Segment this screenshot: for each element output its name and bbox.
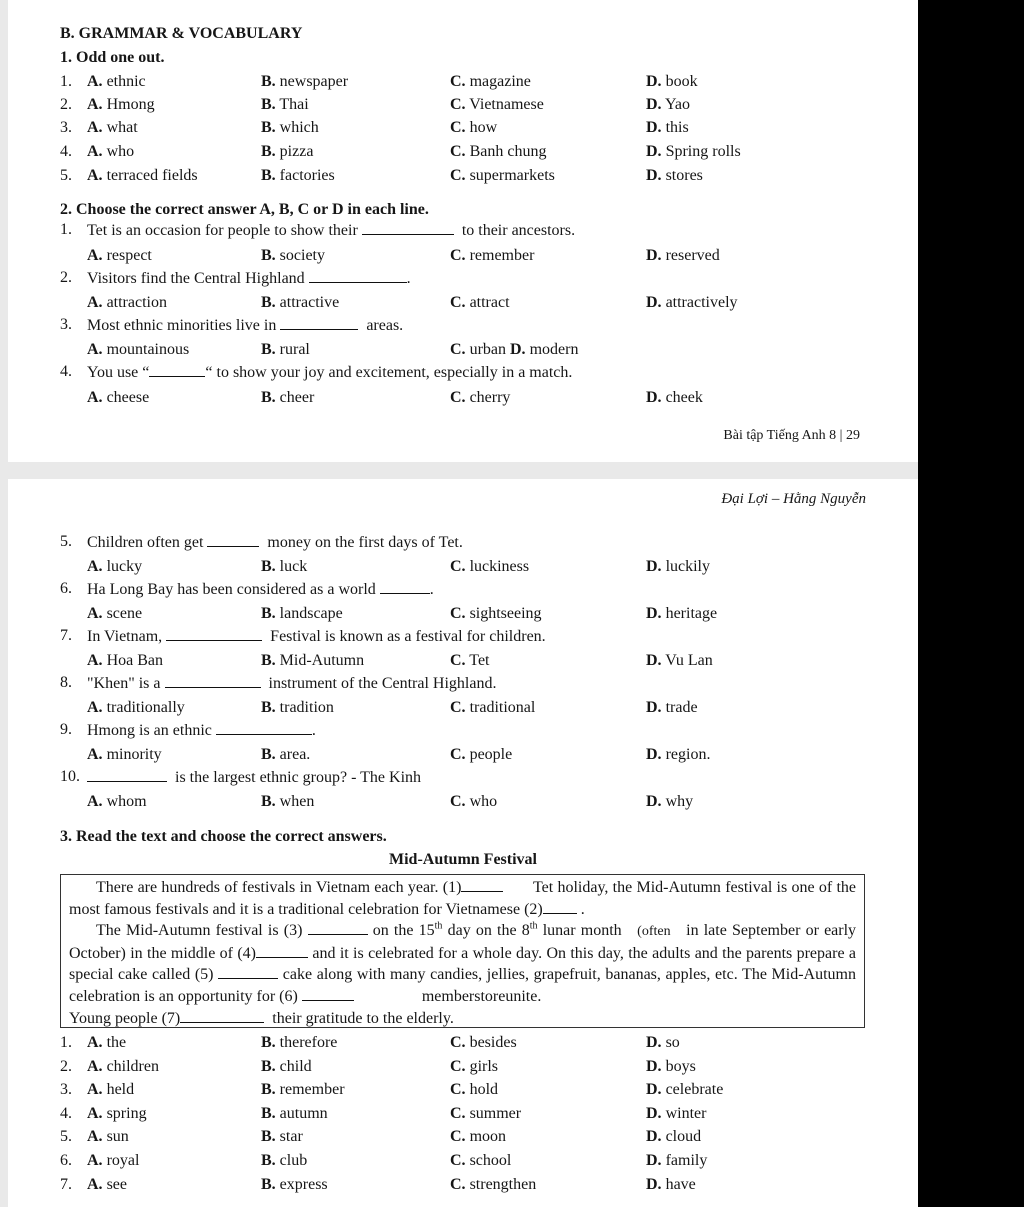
option-a[interactable]: A. terraced fields xyxy=(87,167,198,184)
option-b[interactable]: B. tradition xyxy=(261,699,334,716)
option-d[interactable]: D. book xyxy=(646,73,698,90)
option-b[interactable]: B. club xyxy=(261,1152,308,1169)
option-d[interactable]: D. Yao xyxy=(646,96,691,113)
option-a[interactable]: A. Hmong xyxy=(87,96,155,113)
option-b[interactable]: B. star xyxy=(261,1128,303,1145)
option-a[interactable]: A. whom xyxy=(87,793,147,810)
option-a[interactable]: A. the xyxy=(87,1034,127,1051)
option-d[interactable]: D. so xyxy=(646,1034,680,1051)
option-a[interactable]: A. ethnic xyxy=(87,73,146,90)
black-side-bar xyxy=(918,0,1024,1207)
option-a[interactable]: A. royal xyxy=(87,1152,140,1169)
option-b[interactable]: B. child xyxy=(261,1058,312,1075)
passage-title: Mid-Autumn Festival xyxy=(389,851,537,868)
option-a[interactable]: A. lucky xyxy=(87,558,143,575)
option-b[interactable]: B. Mid-Autumn xyxy=(261,652,365,669)
answer-blank[interactable] xyxy=(362,220,454,235)
option-b[interactable]: B. cheer xyxy=(261,389,315,406)
option-a[interactable]: A. what xyxy=(87,119,138,136)
answer-blank[interactable] xyxy=(216,720,312,735)
option-c[interactable]: C. magazine xyxy=(450,73,531,90)
answer-blank[interactable] xyxy=(302,986,354,1001)
option-a[interactable]: A. who xyxy=(87,143,135,160)
option-d[interactable]: D. this xyxy=(646,119,689,136)
option-d[interactable]: D. cloud xyxy=(646,1128,702,1145)
option-b[interactable]: B. Thai xyxy=(261,96,309,113)
option-c[interactable]: C. remember xyxy=(450,247,535,264)
option-a[interactable]: A. respect xyxy=(87,247,152,264)
option-b[interactable]: B. which xyxy=(261,119,319,136)
option-c[interactable]: C. people xyxy=(450,746,513,763)
option-d[interactable]: D. trade xyxy=(646,699,698,716)
answer-blank[interactable] xyxy=(218,964,278,979)
option-d[interactable]: D. stores xyxy=(646,167,703,184)
answer-blank[interactable] xyxy=(166,626,262,641)
option-c[interactable]: C. supermarkets xyxy=(450,167,555,184)
option-a[interactable]: A. children xyxy=(87,1058,159,1075)
option-b[interactable]: B. luck xyxy=(261,558,308,575)
option-d[interactable]: D. winter xyxy=(646,1105,707,1122)
option-a[interactable]: A. cheese xyxy=(87,389,150,406)
option-c[interactable]: C. school xyxy=(450,1152,512,1169)
page-footer: Bài tập Tiếng Anh 8 | 29 xyxy=(723,428,860,443)
option-a[interactable]: A. Hoa Ban xyxy=(87,652,163,669)
option-c[interactable]: C. girls xyxy=(450,1058,499,1075)
option-a[interactable]: A. scene xyxy=(87,605,143,622)
option-d[interactable]: D. region. xyxy=(646,746,711,763)
option-d[interactable]: D. attractively xyxy=(646,294,738,311)
option-d[interactable]: D. heritage xyxy=(646,605,718,622)
option-b[interactable]: B. express xyxy=(261,1176,328,1193)
option-d[interactable]: D. have xyxy=(646,1176,696,1193)
option-c[interactable]: C. sightseeing xyxy=(450,605,542,622)
option-b[interactable]: B. when xyxy=(261,793,315,810)
worksheet-page-1: B. GRAMMAR & VOCABULARY 1. Odd one out. 1. A. ethnic B. newspaper C. magazine D. book 2. A. Hmong B. Thai C. Vietnamese D. Yao 3. A. what B. which C. how D. this 4. A. who B. pizza C. Banh chung D. Spring rolls 5. A. terraced fields B. factories C. supermarkets D. stores 2. Choose the correct answer A, B, C or D in each line. 1. Tet is an occasion for people to show their to their ancestors. A. respect B. society C. remember D. reserved 2. Visitors find the Central Highland . A. attraction B. attractive C. attract D. attractively 3. Most ethnic minorities live in areas. A. mountainous B. rural C. urban D. modern 4. You use “ “ to show your joy and excitement, especially in a match. A. cheese B. cheer C. cherry D. cheek Bài tập Tiếng Anh 8 | 29 xyxy=(8,0,918,462)
option-b[interactable]: B. factories xyxy=(261,167,335,184)
page-header-author: Đại Lợi – Hằng Nguyễn xyxy=(721,491,866,507)
answer-blank[interactable] xyxy=(149,362,205,377)
option-c[interactable]: C. strengthen xyxy=(450,1176,537,1193)
option-c[interactable]: C. who xyxy=(450,793,498,810)
option-c[interactable]: C. Vietnamese xyxy=(450,96,544,113)
option-c[interactable]: C. cherry xyxy=(450,389,511,406)
option-d[interactable]: D. why xyxy=(646,793,694,810)
answer-blank[interactable] xyxy=(180,1008,264,1023)
option-a[interactable]: A. spring xyxy=(87,1105,147,1122)
option-a[interactable]: A. minority xyxy=(87,746,162,763)
part3-title: 3. Read the text and choose the correct answers. xyxy=(60,828,387,845)
answer-blank[interactable] xyxy=(461,877,503,892)
answer-blank[interactable] xyxy=(543,899,577,914)
option-d[interactable]: D. Vu Lan xyxy=(646,652,713,669)
option-d[interactable]: D. Spring rolls xyxy=(646,143,741,160)
option-a[interactable]: A. traditionally xyxy=(87,699,185,716)
option-b[interactable]: B. landscape xyxy=(261,605,343,622)
answer-blank[interactable] xyxy=(207,532,259,547)
option-b[interactable]: B. pizza xyxy=(261,143,314,160)
part2-title: 2. Choose the correct answer A, B, C or D in each line. xyxy=(60,201,429,218)
answer-blank[interactable] xyxy=(380,579,430,594)
option-c[interactable]: C. besides xyxy=(450,1034,517,1051)
option-c[interactable]: C. summer xyxy=(450,1105,522,1122)
answer-blank[interactable] xyxy=(308,920,368,935)
answer-blank[interactable] xyxy=(87,767,167,782)
option-c[interactable]: C. Banh chung xyxy=(450,143,547,160)
option-c[interactable]: C. luckiness xyxy=(450,558,530,575)
answer-blank[interactable] xyxy=(280,315,358,330)
option-d[interactable]: D. luckily xyxy=(646,558,710,575)
option-b[interactable]: B. newspaper xyxy=(261,73,349,90)
option-a[interactable]: A. attraction xyxy=(87,294,167,311)
option-d[interactable]: D. family xyxy=(646,1152,708,1169)
answer-blank[interactable] xyxy=(165,673,261,688)
option-b[interactable]: B. autumn xyxy=(261,1105,328,1122)
option-c[interactable]: C. hold xyxy=(450,1081,499,1098)
answer-blank[interactable] xyxy=(256,943,308,958)
option-b[interactable]: B. society xyxy=(261,247,325,264)
option-b[interactable]: B. attractive xyxy=(261,294,340,311)
reading-passage: There are hundreds of festivals in Vietnam each year. (1) Tet holiday, the Mid-Autumn festival is one of the most famous festivals and it is a traditional celebration for Vietnamese (2) . The Mid-Autumn festival is (3) on the 15th day on the 8th lunar month (often in late September or early October) in the middle of (4) and it is celebrated for a whole day. On this day, the adults and the parents prepare a special cake called (5) cake along with many candies, jellies, grapefruit, bananas, apples, etc. The Mid-Autumn celebration is an opportunity for (6) memberstoreunite. Young people (7) their gratitude to the elderly. xyxy=(60,874,865,1028)
answer-blank[interactable] xyxy=(309,268,407,283)
option-c[interactable]: C. how xyxy=(450,119,498,136)
option-b[interactable]: B. remember xyxy=(261,1081,345,1098)
section-title: B. GRAMMAR & VOCABULARY xyxy=(60,25,303,42)
option-a[interactable]: A. sun xyxy=(87,1128,129,1145)
option-a[interactable]: A. held xyxy=(87,1081,135,1098)
option-c[interactable]: C. Tet xyxy=(450,652,490,669)
option-b[interactable]: B. area. xyxy=(261,746,311,763)
worksheet-page-2: Đại Lợi – Hằng Nguyễn 5. Children often get money on the first days of Tet. A. lucky B. luck C. luckiness D. luckily 6. Ha Long Bay has been considered as a world . A. scene B. landscape C. sightseeing D. heritage 7. In Vietnam, Festival is known as a festival for children. A. Hoa Ban B. Mid-Autumn C. Tet D. Vu Lan 8. "Khen" is a instrument of the Central Highland. A. traditionally B. tradition C. traditional D. trade 9. Hmong is an ethnic . A. minority B. area. C. people D. region. 10. is the largest ethnic group? - The Kinh A. whom B. when C. who D. why 3. Read the text and choose the correct answers. Mid-Autumn Festival There are hundreds of festivals in Vietnam each year. (1) Tet holiday, the Mid-Autumn festival is one of the most famous festivals and it is a traditional celebration for Vietnamese (2) . The Mid-Autumn festival is (3) on the 15th day on the 8th lunar month (often in late September or early October) in the middle of (4) and it is celebrated for a whole day. On this day, the adults and the parents prepare a special cake called (5) cake along with many candies, jellies, grapefruit, bananas, apples, etc. The Mid-Autumn celebration is an opportunity for (6) memberstoreunite. Young people (7) their gratitude to the elderly. 1. A. the B. therefore C. besides D. so 2. A. children B. child C. girls D. boys 3. A. held B. remember C. hold D. celebrate 4. A. spring B. autumn C. summer D. winter 5. A. sun B. star C. moon D. cloud 6. A. royal B. club C. school D. family 7. A. see B. express C. strengthen D. have xyxy=(8,479,918,1207)
option-d[interactable]: D. reserved xyxy=(646,247,720,264)
option-d[interactable]: D. celebrate xyxy=(646,1081,724,1098)
option-b[interactable]: B. therefore xyxy=(261,1034,338,1051)
option-d[interactable]: D. cheek xyxy=(646,389,703,406)
option-c[interactable]: C. traditional xyxy=(450,699,536,716)
option-c[interactable]: C. attract xyxy=(450,294,510,311)
option-c[interactable]: C. moon xyxy=(450,1128,507,1145)
option-a[interactable]: A. see xyxy=(87,1176,127,1193)
part1-title: 1. Odd one out. xyxy=(60,49,165,66)
option-d[interactable]: D. boys xyxy=(646,1058,696,1075)
